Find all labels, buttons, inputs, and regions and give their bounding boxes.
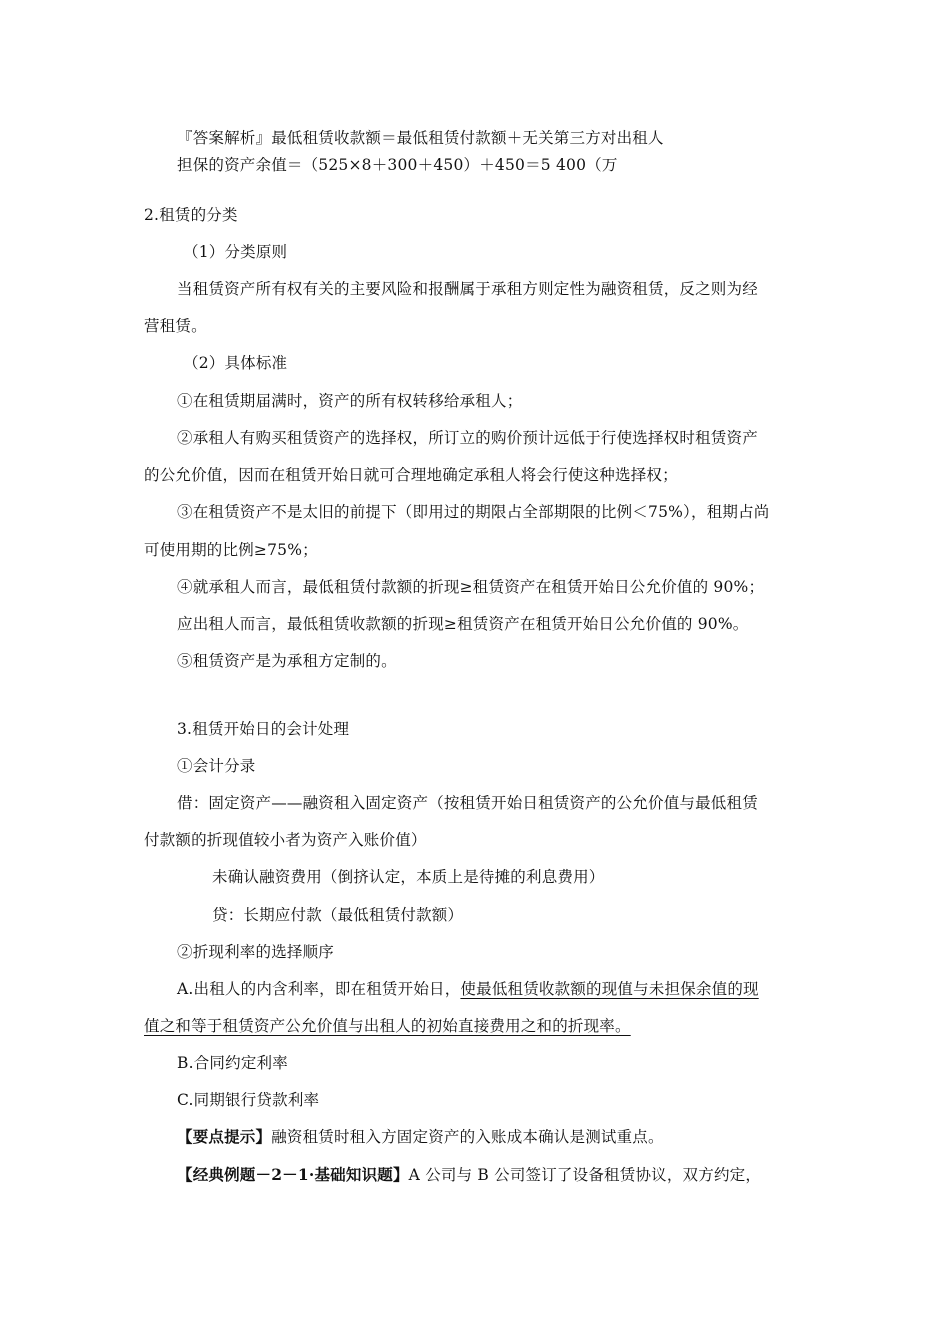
criterion-4-line-1: ④就承租人而言，最低租赁付款额的折现≥租赁资产在租赁开始日公允价值的 90%； xyxy=(177,578,765,596)
discount-rate-c: C.同期银行贷款利率 xyxy=(177,1091,320,1109)
subheading-classification-principle: （1）分类原则 xyxy=(183,243,288,261)
key-point-tip xyxy=(177,1127,664,1147)
answer-analysis-line-2: 担保的资产余值＝（525×8＋300＋450）＋450＝5 400（万 xyxy=(177,156,618,174)
key-point-text: 融资租赁时租入方固定资产的入账成本确认是测试重点。 xyxy=(271,1128,664,1146)
section-2-heading: 2.租赁的分类 xyxy=(144,206,238,224)
key-point-label: 【要点提示】 xyxy=(177,1127,272,1146)
accounting-entry-title: ①会计分录 xyxy=(177,757,256,775)
criterion-5: ⑤租赁资产是为承租方定制的。 xyxy=(177,652,397,670)
criterion-2-line-2: 的公允价值，因而在租赁开始日就可合理地确定承租人将会行使这种选择权； xyxy=(144,466,678,484)
answer-analysis-line-1: 『答案解析』最低租赁收款额＝最低租赁付款额＋无关第三方对出租人 xyxy=(177,129,664,147)
discount-rate-a-underlined-1: 使最低租赁收款额的现值与未担保余值的现 xyxy=(460,980,759,998)
classic-example xyxy=(177,1165,761,1185)
discount-rate-a-line-1 xyxy=(177,979,759,999)
discount-rate-a-prefix: A.出租人的内含利率，即在租赁开始日， xyxy=(177,980,461,998)
criterion-3-line-2: 可使用期的比例≥75%； xyxy=(144,541,318,559)
criterion-2-line-1: ②承租人有购买租赁资产的选择权，所订立的购价预计远低于行使选择权时租赁资产 xyxy=(177,429,758,447)
criterion-4-line-2: 应出租人而言，最低租赁收款额的折现≥租赁资产在租赁开始日公允价值的 90%。 xyxy=(177,615,749,633)
classic-example-label: 【经典例题－2－1·基础知识题】 xyxy=(177,1165,409,1184)
section-3-heading: 3.租赁开始日的会计处理 xyxy=(177,720,350,738)
discount-rate-title: ②折现利率的选择顺序 xyxy=(177,943,335,961)
classic-example-text: A 公司与 B 公司签订了设备租赁协议，双方约定， xyxy=(408,1166,762,1184)
debit-entry-line-1: 借：固定资产——融资租入固定资产（按租赁开始日租赁资产的公允价值与最低租赁 xyxy=(177,794,758,812)
principle-text-line-2: 营租赁。 xyxy=(144,317,207,335)
discount-rate-a-line-2: 值之和等于租赁资产公允价值与出租人的初始直接费用之和的折现率。 xyxy=(144,1017,631,1035)
credit-entry: 贷：长期应付款（最低租赁付款额） xyxy=(212,906,464,924)
unconfirmed-financing-expense: 未确认融资费用（倒挤认定，本质上是待摊的利息费用） xyxy=(212,868,605,886)
discount-rate-b: B.合同约定利率 xyxy=(177,1054,288,1072)
criterion-3-line-1: ③在租赁资产不是太旧的前提下（即用过的期限占全部期限的比例＜75%），租期占尚 xyxy=(177,503,770,521)
debit-entry-line-2: 付款额的折现值较小者为资产入账价值） xyxy=(144,831,427,849)
subheading-specific-criteria: （2）具体标准 xyxy=(183,354,288,372)
principle-text-line-1: 当租赁资产所有权有关的主要风险和报酬属于承租方则定性为融资租赁，反之则为经 xyxy=(177,280,758,298)
criterion-1: ①在租赁期届满时，资产的所有权转移给承租人； xyxy=(177,392,523,410)
